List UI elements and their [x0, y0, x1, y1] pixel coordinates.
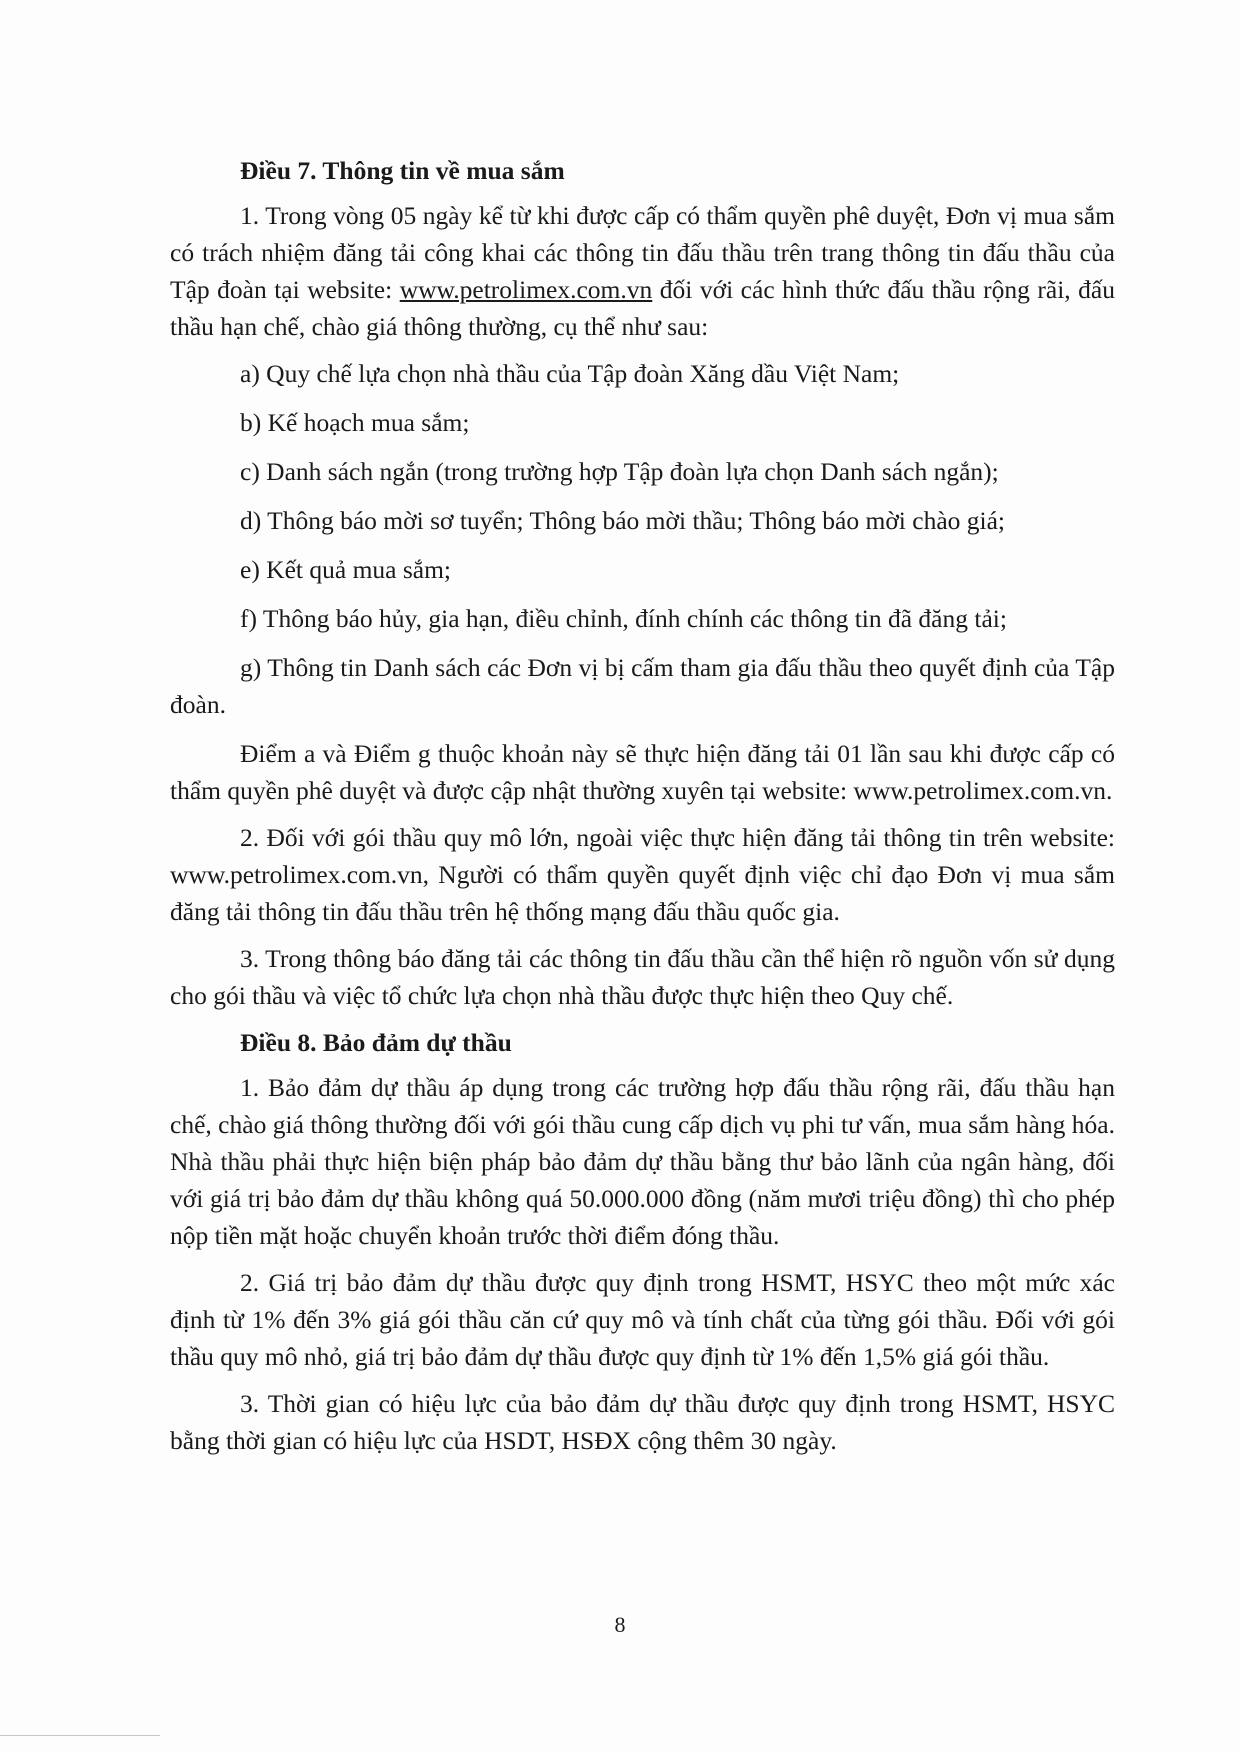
list-item-e: e) Kết quả mua sắm; — [240, 555, 452, 584]
article-8-paragraph-1: 1. Bảo đảm dự thầu áp dụng trong các trường hợp đấu thầu rộng rãi, đấu thầu hạn chế, chào giá thông thường đối với gói thầu cung cấp dịch vụ phi tư vấn, mua sắm hàng hóa. Nhà thầu phải thực hiện biện pháp bảo đảm dự thầu bằng thư bảo lãnh của ngân hàng, đối với giá trị bảo đảm dự thầu không quá 50.000.000 đồng (năm mươi triệu đồng) thì cho phép nộp tiền mặt hoặc chuyển khoản trước thời điểm đóng thầu. — [170, 1073, 1115, 1250]
article-7-paragraph-1 — [170, 197, 1115, 345]
website-link[interactable]: www.petrolimex.com.vn — [399, 275, 653, 304]
scan-edge-line — [0, 1735, 160, 1736]
article-7-paragraph-3: 3. Trong thông báo đăng tải các thông tin đấu thầu cần thể hiện rõ nguồn vốn sử dụng cho gói thầu và việc tổ chức lựa chọn nhà thầu được thực hiện theo Quy chế. — [170, 944, 1115, 1010]
article-7-title: Điều 7. Thông tin về mua sắm — [240, 156, 565, 185]
article-8-paragraph-3: 3. Thời gian có hiệu lực của bảo đảm dự thầu được quy định trong HSMT, HSYC bằng thời gian có hiệu lực của HSDT, HSĐX cộng thêm 30 ngày. — [170, 1389, 1115, 1455]
article-8-paragraph-2: 2. Giá trị bảo đảm dự thầu được quy định trong HSMT, HSYC theo một mức xác định từ 1% đến 3% giá gói thầu căn cứ quy mô và tính chất của từng gói thầu. Đối với gói thầu quy mô nhỏ, giá trị bảo đảm dự thầu được quy định từ 1% đến 1,5% giá gói thầu. — [170, 1268, 1115, 1371]
list-item-b: b) Kế hoạch mua sắm; — [240, 408, 470, 437]
article-7-paragraph-1-text-end: đối với các hình thức đấu thầu rộng rãi, đấu thầu hạn chế, chào giá thông thường, cụ thể như sau: — [170, 275, 1115, 341]
article-8-title: Điều 8. Bảo đảm dự thầu — [240, 1028, 512, 1057]
list-item-c: c) Danh sách ngắn (trong trường hợp Tập đoàn lựa chọn Danh sách ngắn); — [240, 457, 999, 486]
page-number: 8 — [614, 1612, 626, 1637]
list-item-g: g) Thông tin Danh sách các Đơn vị bị cấm tham gia đấu thầu theo quyết định của Tập đoàn. — [170, 653, 1115, 719]
article-7-note: Điểm a và Điểm g thuộc khoản này sẽ thực hiện đăng tải 01 lần sau khi được cấp có thẩm quyền phê duyệt và được cập nhật thường xuyên tại website: www.petrolimex.com.vn. — [170, 739, 1115, 805]
list-item-d: d) Thông báo mời sơ tuyển; Thông báo mời thầu; Thông báo mời chào giá; — [240, 506, 1006, 535]
page-content — [170, 152, 1115, 1469]
list-item-f: f) Thông báo hủy, gia hạn, điều chỉnh, đính chính các thông tin đã đăng tải; — [240, 604, 1007, 633]
article-7-paragraph-1-text: 1. Trong vòng 05 ngày kể từ khi được cấp có thẩm quyền phê duyệt, Đơn vị mua sắm có trách nhiệm đăng tải công khai các thông tin đấu thầu trên trang thông tin đấu thầu của Tập đoàn tại website: — [170, 201, 1115, 304]
article-7-paragraph-2: 2. Đối với gói thầu quy mô lớn, ngoài việc thực hiện đăng tải thông tin trên website: www.petrolimex.com.vn, Người có thẩm quyền quyết định việc chỉ đạo Đơn vị mua sắm đăng tải thông tin đấu thầu trên hệ thống mạng đấu thầu quốc gia. — [170, 823, 1115, 926]
list-item-a: a) Quy chế lựa chọn nhà thầu của Tập đoàn Xăng dầu Việt Nam; — [240, 359, 900, 388]
